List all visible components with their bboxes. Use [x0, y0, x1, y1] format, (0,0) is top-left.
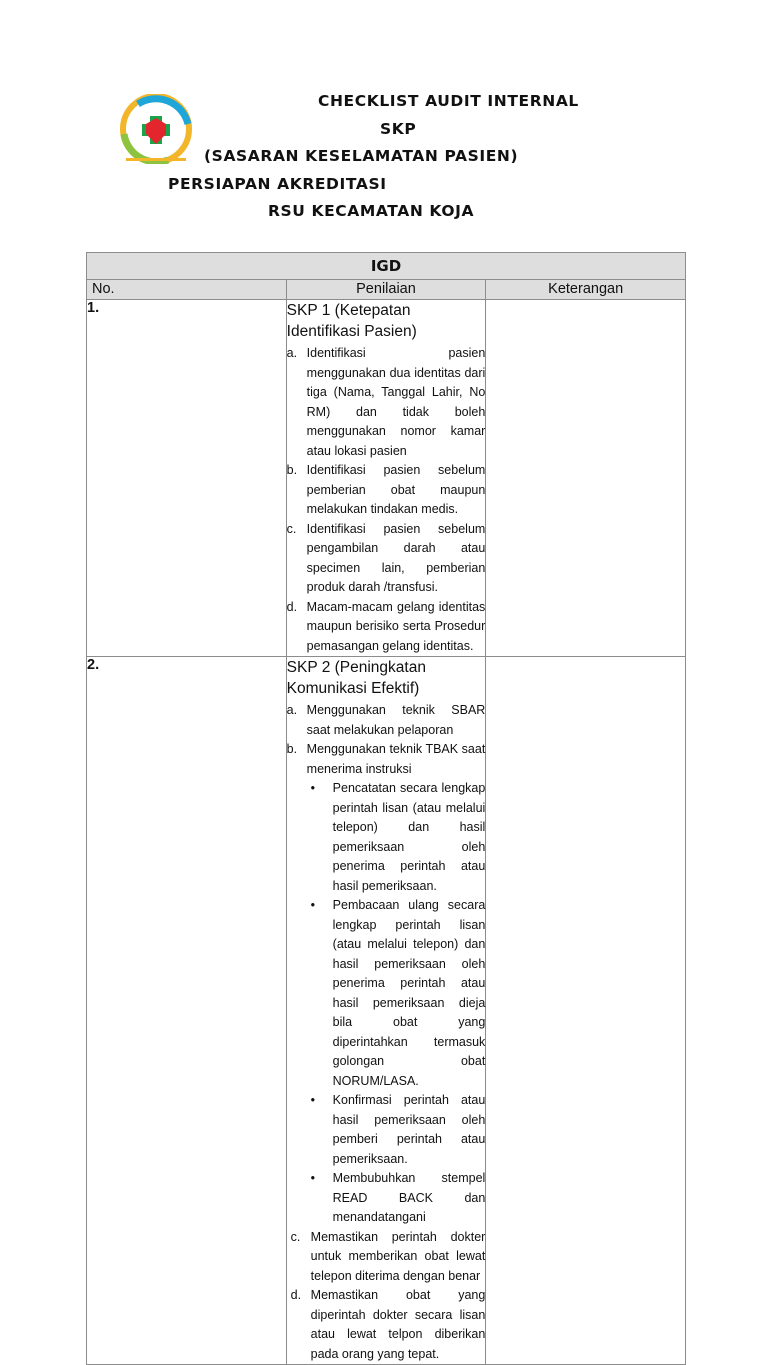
- item-label: a.: [286, 703, 298, 717]
- bullet-dot-icon: •: [310, 1093, 316, 1107]
- list-item: [287, 461, 486, 520]
- bullet-dot-icon: •: [310, 898, 316, 912]
- bullet-item: [287, 896, 486, 1091]
- item-text: Menggunakan teknik TBAK saat menerima instruksi: [306, 742, 486, 776]
- item-text: Macam-macam gelang identitas maupun berisiko serta Prosedur pemasangan gelang identitas.: [306, 599, 486, 653]
- keterangan-cell[interactable]: [486, 657, 686, 1365]
- item-text: Memastikan obat yang diperintah dokter secara lisan atau lewat telpon diberikan pada orang yang tepat.: [310, 1288, 486, 1361]
- bullet-dot-icon: •: [310, 1171, 316, 1185]
- bullet-item: [287, 779, 486, 896]
- list-item: [287, 1228, 486, 1287]
- title-rsu: RSU KECAMATAN KOJA: [268, 202, 475, 220]
- bullet-item: [287, 1169, 486, 1228]
- item-label: b.: [286, 463, 298, 477]
- bullet-text: Pencatatan secara lengkap perintah lisan (atau melalui telepon) dan hasil pemeriksaan oleh penerima perintah atau hasil pemeriksaan.: [332, 781, 486, 893]
- item-text: Memastikan perintah dokter untuk memberikan obat lewat telepon diterima dengan benar: [310, 1229, 486, 1283]
- bullet-item: [287, 1091, 486, 1169]
- col-header-penilaian: Penilaian: [286, 280, 486, 300]
- list-item: [287, 740, 486, 779]
- table-row: [87, 300, 686, 657]
- item-text: Menggunakan teknik SBAR saat melakukan pelaporan: [306, 703, 486, 737]
- section-row: [87, 253, 686, 280]
- item-label: b.: [286, 742, 298, 756]
- list-item: [287, 598, 486, 657]
- row-number: 1.: [87, 300, 287, 657]
- header-row: [87, 280, 686, 300]
- title-persiapan: PERSIAPAN AKREDITASI: [168, 175, 387, 193]
- item-text: Identifikasi pasien sebelum pemberian obat maupun melakukan tindakan medis.: [306, 463, 486, 516]
- col-header-no: No.: [87, 280, 287, 300]
- skp-title: SKP 1 (Ketepatan Identifikasi Pasien): [286, 302, 417, 340]
- title-sasaran: (SASARAN KESELAMATAN PASIEN): [204, 147, 519, 165]
- item-text: Identifikasi pasien menggunakan dua identitas dari tiga (Nama, Tanggal Lahir, No RM) dan tidak boleh menggunakan nomor kamar atau lokasi pasien: [306, 346, 486, 458]
- item-label: c.: [290, 1229, 301, 1244]
- item-label: c.: [286, 521, 297, 536]
- section-title: IGD: [87, 253, 686, 280]
- title-skp: SKP: [380, 120, 417, 138]
- penilaian-cell: [286, 657, 486, 1365]
- item-text: Identifikasi pasien sebelum pengambilan darah atau specimen lain, pemberian produk darah /transfusi.: [306, 521, 486, 594]
- bullet-text: Membubuhkan stempel READ BACK dan menandatangani: [332, 1171, 486, 1224]
- bullet-dot-icon: •: [310, 781, 316, 795]
- item-label: a.: [286, 346, 298, 360]
- penilaian-cell: [286, 300, 486, 657]
- bullet-text: Konfirmasi perintah atau hasil pemeriksaan oleh pemberi perintah atau pemeriksaan.: [332, 1093, 486, 1166]
- item-label: d.: [286, 599, 298, 614]
- title-checklist: CHECKLIST AUDIT INTERNAL: [318, 92, 579, 110]
- col-header-keterangan: Keterangan: [486, 280, 686, 300]
- keterangan-cell[interactable]: [486, 300, 686, 657]
- list-item: [287, 701, 486, 740]
- hospital-logo: [116, 94, 196, 164]
- checklist-table: [86, 252, 686, 1365]
- row-number: 2.: [87, 657, 287, 1365]
- list-item: [287, 1286, 486, 1364]
- table-row: [87, 657, 686, 1365]
- skp-title: SKP 2 (Peningkatan Komunikasi Efektif): [286, 659, 426, 697]
- item-label: d.: [290, 1288, 302, 1302]
- bullet-text: Pembacaan ulang secara lengkap perintah lisan (atau melalui telepon) dan hasil pemeriksaan oleh penerima perintah atau hasil pemeriksaan dieja bila obat yang diperintahkan termasuk golongan obat NORUM/LASA.: [332, 898, 486, 1088]
- list-item: [287, 520, 486, 598]
- list-item: [287, 344, 486, 461]
